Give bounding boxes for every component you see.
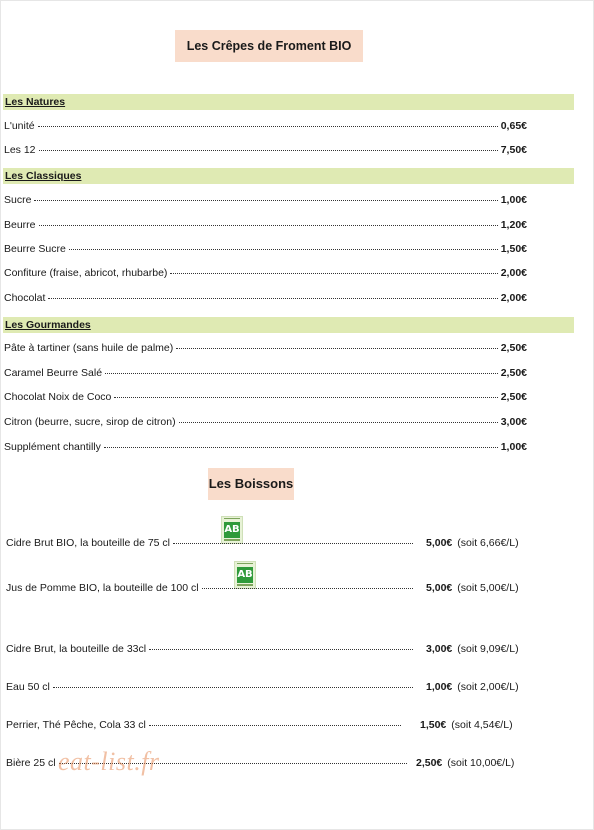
menu-item (4, 292, 527, 306)
menu-item (4, 267, 527, 281)
item-price: 1,50€ (500, 243, 527, 255)
dot-leader (149, 725, 401, 726)
menu-item (4, 416, 527, 430)
item-name: Caramel Beurre Salé (4, 367, 103, 379)
item-name: Beurre (4, 219, 36, 231)
item-name: L'unité (4, 120, 35, 132)
item-price: 0,65€ (500, 120, 527, 132)
drink-price-group (426, 582, 519, 596)
drink-unit-price: (soit 2,00€/L) (457, 681, 519, 693)
menu-item (4, 219, 527, 233)
drink-name: Jus de Pomme BIO, la bouteille de 100 cl (6, 582, 199, 594)
item-name: Chocolat (4, 292, 46, 304)
section-header-gourmandes: Les Gourmandes (3, 317, 574, 333)
section-header-natures: Les Natures (3, 94, 574, 110)
item-name: Beurre Sucre (4, 243, 66, 255)
item-price: 7,50€ (500, 144, 527, 156)
menu-item (4, 144, 527, 158)
menu-item (4, 441, 527, 455)
drink-price: 1,50€ (420, 719, 447, 731)
drink-price: 3,00€ (426, 643, 453, 655)
menu-item (4, 342, 527, 356)
drink-price-group (416, 757, 514, 771)
menu-item (4, 391, 527, 405)
drinks-title: Les Boissons (208, 468, 294, 500)
section-header-classiques: Les Classiques (3, 168, 574, 184)
drink-item (6, 719, 404, 733)
dot-leader (173, 543, 413, 544)
item-name: Citron (beurre, sucre, sirop de citron) (4, 416, 176, 428)
dot-leader (39, 225, 498, 226)
drink-unit-price: (soit 9,09€/L) (457, 643, 519, 655)
item-price: 1,00€ (500, 194, 527, 206)
drink-price: 1,00€ (426, 681, 453, 693)
menu-item (4, 367, 527, 381)
drink-name: Cidre Brut BIO, la bouteille de 75 cl (6, 537, 171, 549)
drink-item (6, 582, 416, 596)
drink-price-group (426, 643, 519, 657)
ab-organic-icon: AB (221, 516, 243, 544)
drink-price: 5,00€ (426, 582, 453, 594)
item-name: Pâte à tartiner (sans huile de palme) (4, 342, 174, 354)
drink-price-group (420, 719, 513, 733)
dot-leader (38, 126, 498, 127)
drink-item (6, 681, 416, 695)
drink-item (6, 643, 416, 657)
item-name: Confiture (fraise, abricot, rhubarbe) (4, 267, 168, 279)
item-name: Supplément chantilly (4, 441, 101, 453)
dot-leader (34, 200, 497, 201)
dot-leader (105, 373, 498, 374)
dot-leader (202, 588, 413, 589)
dot-leader (48, 298, 497, 299)
item-name: Chocolat Noix de Coco (4, 391, 112, 403)
dot-leader (69, 249, 498, 250)
item-price: 2,50€ (500, 391, 527, 403)
dot-leader (104, 447, 498, 448)
drink-unit-price: (soit 4,54€/L) (451, 719, 513, 731)
drink-unit-price: (soit 6,66€/L) (457, 537, 519, 549)
menu-item (4, 243, 527, 257)
menu-item (4, 194, 527, 208)
drink-price-group (426, 537, 519, 551)
drink-name: Perrier, Thé Pêche, Cola 33 cl (6, 719, 146, 731)
item-price: 3,00€ (500, 416, 527, 428)
dot-leader (170, 273, 497, 274)
item-price: 2,50€ (500, 342, 527, 354)
menu-title: Les Crêpes de Froment BIO (175, 30, 363, 62)
item-price: 2,50€ (500, 367, 527, 379)
drink-price-group (426, 681, 519, 695)
item-price: 2,00€ (500, 267, 527, 279)
drink-name: Bière 25 cl (6, 757, 56, 769)
drink-unit-price: (soit 10,00€/L) (447, 757, 515, 769)
drink-name: Cidre Brut, la bouteille de 33cl (6, 643, 147, 655)
item-price: 2,00€ (500, 292, 527, 304)
ab-organic-icon: AB (234, 561, 256, 589)
watermark: eat-list.fr (58, 747, 160, 776)
dot-leader (53, 687, 413, 688)
item-name: Les 12 (4, 144, 36, 156)
drink-price: 5,00€ (426, 537, 453, 549)
dot-leader (149, 649, 413, 650)
menu-item (4, 120, 527, 134)
dot-leader (179, 422, 498, 423)
dot-leader (114, 397, 497, 398)
dot-leader (176, 348, 497, 349)
drink-price: 2,50€ (416, 757, 443, 769)
item-price: 1,20€ (500, 219, 527, 231)
dot-leader (39, 150, 498, 151)
drink-item (6, 537, 416, 551)
drink-unit-price: (soit 5,00€/L) (457, 582, 519, 594)
item-price: 1,00€ (500, 441, 527, 453)
drink-name: Eau 50 cl (6, 681, 50, 693)
item-name: Sucre (4, 194, 32, 206)
